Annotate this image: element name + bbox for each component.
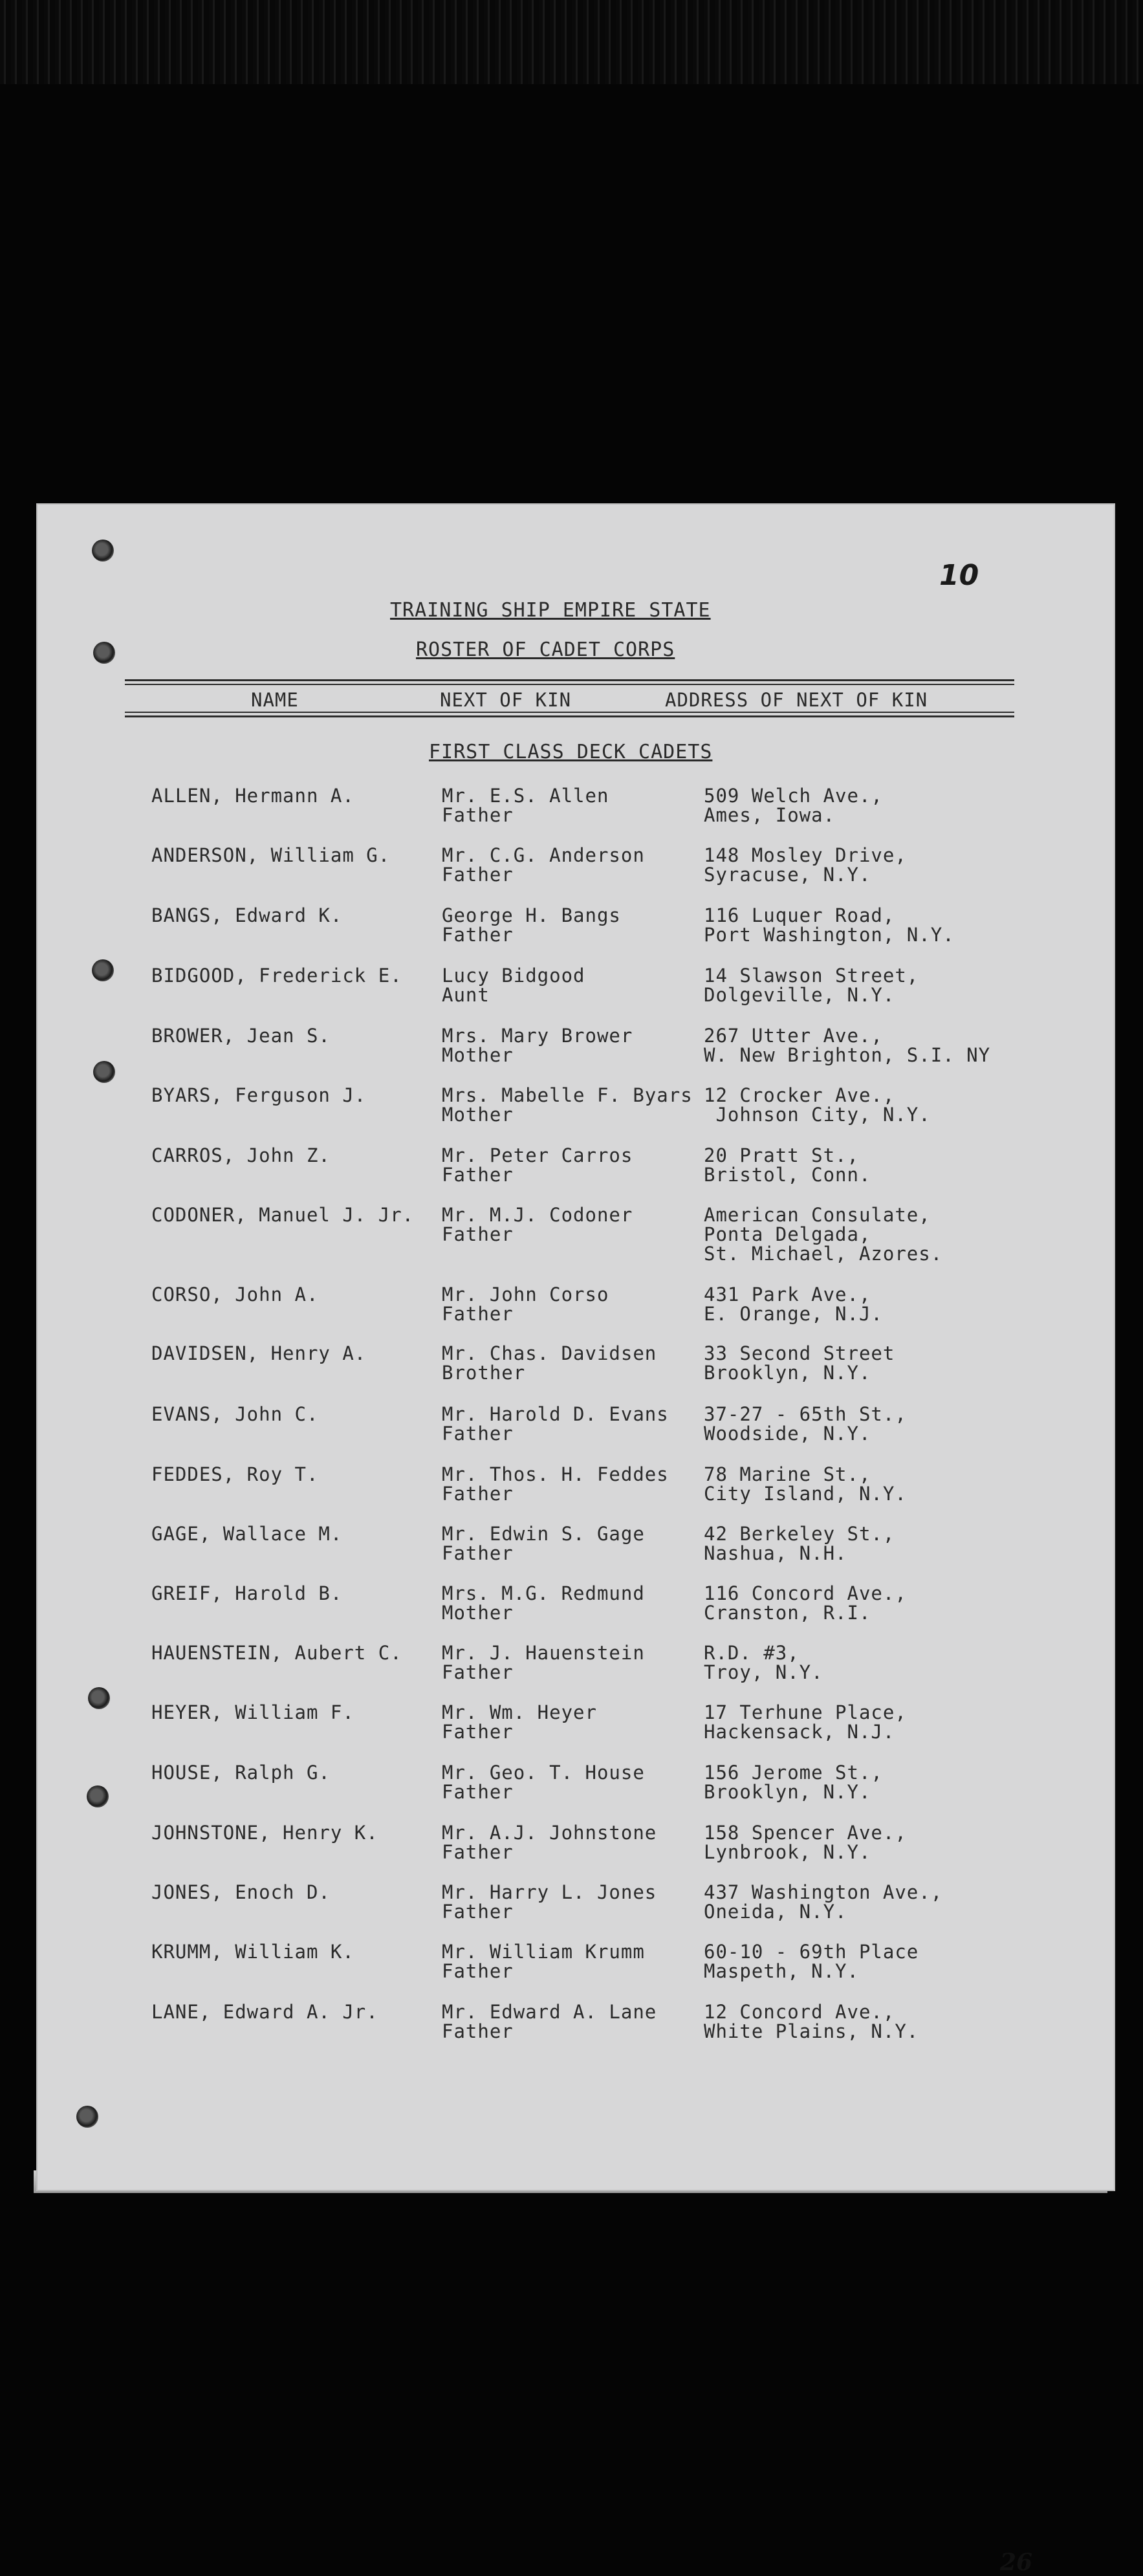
roster-row xyxy=(38,1703,1114,1761)
cadet-name: FEDDES, Roy T. xyxy=(151,1463,319,1485)
handwritten-mark: 26 xyxy=(1000,2549,1033,2576)
kin-address: 431 Park Ave., E. Orange, N.J. xyxy=(704,1283,883,1325)
cadet-name: LANE, Edward A. Jr. xyxy=(151,2001,378,2023)
next-of-kin: Mrs. M.G. Redmund Mother xyxy=(442,1582,645,1624)
cadet-name: JONES, Enoch D. xyxy=(151,1881,331,1903)
next-of-kin: Mr. E.S. Allen Father xyxy=(442,785,609,826)
cadet-name: BANGS, Edward K. xyxy=(151,904,343,926)
roster-row xyxy=(38,1344,1114,1402)
cadet-name: CARROS, John Z. xyxy=(151,1144,331,1166)
cadet-name: CODONER, Manuel J. Jr. xyxy=(151,1204,415,1226)
cadet-name: JOHNSTONE, Henry K. xyxy=(151,1822,378,1844)
kin-address: 12 Concord Ave., White Plains, N.Y. xyxy=(704,2001,919,2042)
column-header-address: ADDRESS OF NEXT OF KIN xyxy=(665,689,928,711)
next-of-kin: Mr. John Corso Father xyxy=(442,1283,609,1325)
roster-row xyxy=(38,966,1114,1024)
kin-address: 509 Welch Ave., Ames, Iowa. xyxy=(704,785,883,826)
kin-address: 78 Marine St., City Island, N.Y. xyxy=(704,1463,907,1505)
next-of-kin: Mr. Wm. Heyer Father xyxy=(442,1701,597,1743)
kin-address: 148 Mosley Drive, Syracuse, N.Y. xyxy=(704,844,907,886)
page-number: 10 xyxy=(939,559,979,592)
next-of-kin: Lucy Bidgood Aunt xyxy=(442,965,585,1006)
kin-address: 14 Slawson Street, Dolgeville, N.Y. xyxy=(704,965,919,1006)
roster-row xyxy=(38,906,1114,964)
document-subtitle: ROSTER OF CADET CORPS xyxy=(416,639,675,661)
kin-address: 267 Utter Ave., W. New Brighton, S.I. NY xyxy=(704,1025,991,1066)
column-header-next-of-kin: NEXT OF KIN xyxy=(440,689,572,711)
roster-row xyxy=(38,2002,1114,2060)
roster-row xyxy=(38,1584,1114,1642)
kin-address: 42 Berkeley St., Nashua, N.H. xyxy=(704,1523,895,1564)
punch-hole xyxy=(92,540,114,562)
roster-row xyxy=(38,1643,1114,1701)
punch-hole xyxy=(76,2106,98,2128)
roster-row xyxy=(38,1942,1114,2000)
roster-row xyxy=(38,1026,1114,1084)
cadet-name: DAVIDSEN, Henry A. xyxy=(151,1342,367,1364)
kin-address: 437 Washington Ave., Oneida, N.Y. xyxy=(704,1881,943,1923)
document-title: TRAINING SHIP EMPIRE STATE xyxy=(390,599,711,622)
roster-row xyxy=(38,786,1114,844)
kin-address: R.D. #3, Troy, N.Y. xyxy=(704,1642,823,1683)
cadet-name: BYARS, Ferguson J. xyxy=(151,1084,367,1106)
header-rule-bottom-2 xyxy=(125,715,1014,717)
next-of-kin: Mr. M.J. Codoner Father xyxy=(442,1204,633,1245)
roster-row xyxy=(38,1086,1114,1144)
roster-row xyxy=(38,1146,1114,1204)
kin-address: 116 Luquer Road, Port Washington, N.Y. xyxy=(704,904,955,946)
kin-address: 60-10 - 69th Place Maspeth, N.Y. xyxy=(704,1941,919,1982)
kin-address: American Consulate, Ponta Delgada, St. Michael, Azores. xyxy=(704,1204,943,1265)
header-rule-top xyxy=(125,679,1014,681)
kin-address: 158 Spencer Ave., Lynbrook, N.Y. xyxy=(704,1822,907,1863)
document-page xyxy=(38,505,1114,2576)
next-of-kin: Mr. A.J. Johnstone Father xyxy=(442,1822,657,1863)
roster-row xyxy=(38,1205,1114,1263)
roster-row xyxy=(38,1404,1114,1463)
kin-address: 116 Concord Ave., Cranston, R.I. xyxy=(704,1582,907,1624)
kin-address: 17 Terhune Place, Hackensack, N.J. xyxy=(704,1701,907,1743)
cadet-name: HEYER, William F. xyxy=(151,1701,354,1723)
next-of-kin: Mrs. Mabelle F. Byars Mother xyxy=(442,1084,693,1126)
kin-address: 156 Jerome St., Brooklyn, N.Y. xyxy=(704,1762,883,1803)
kin-address: 12 Crocker Ave., Johnson City, N.Y. xyxy=(704,1084,931,1126)
header-rule-bottom xyxy=(125,712,1014,713)
scan-noise-band xyxy=(0,0,1143,84)
next-of-kin: Mr. Thos. H. Feddes Father xyxy=(442,1463,669,1505)
section-title: FIRST CLASS DECK CADETS xyxy=(429,741,713,763)
kin-address: 20 Pratt St., Bristol, Conn. xyxy=(704,1144,871,1186)
cadet-name: GAGE, Wallace M. xyxy=(151,1523,343,1545)
cadet-name: ALLEN, Hermann A. xyxy=(151,785,354,807)
roster-row xyxy=(38,1823,1114,1881)
next-of-kin: Mr. Peter Carros Father xyxy=(442,1144,633,1186)
cadet-name: HAUENSTEIN, Aubert C. xyxy=(151,1642,402,1664)
cadet-name: GREIF, Harold B. xyxy=(151,1582,343,1604)
roster-row xyxy=(38,1524,1114,1582)
column-header-name: NAME xyxy=(251,689,299,711)
next-of-kin: George H. Bangs Father xyxy=(442,904,621,946)
header-rule-top-2 xyxy=(125,684,1014,685)
next-of-kin: Mr. Harry L. Jones Father xyxy=(442,1881,657,1923)
roster-row xyxy=(38,1285,1114,1343)
next-of-kin: Mrs. Mary Brower Mother xyxy=(442,1025,633,1066)
cadet-name: BIDGOOD, Frederick E. xyxy=(151,965,402,987)
kin-address: 37-27 - 65th St., Woodside, N.Y. xyxy=(704,1403,907,1445)
next-of-kin: Mr. Harold D. Evans Father xyxy=(442,1403,669,1445)
next-of-kin: Mr. Chas. Davidsen Brother xyxy=(442,1342,657,1384)
next-of-kin: Mr. J. Hauenstein Father xyxy=(442,1642,645,1683)
kin-address: 33 Second Street Brooklyn, N.Y. xyxy=(704,1342,895,1384)
next-of-kin: Mr. Edwin S. Gage Father xyxy=(442,1523,645,1564)
cadet-name: EVANS, John C. xyxy=(151,1403,319,1425)
cadet-name: CORSO, John A. xyxy=(151,1283,319,1305)
next-of-kin: Mr. Geo. T. House Father xyxy=(442,1762,645,1803)
roster-row xyxy=(38,846,1114,904)
cadet-name: BROWER, Jean S. xyxy=(151,1025,331,1047)
roster-row xyxy=(38,1763,1114,1821)
cadet-name: HOUSE, Ralph G. xyxy=(151,1762,331,1784)
roster-row xyxy=(38,1883,1114,1941)
cadet-name: KRUMM, William K. xyxy=(151,1941,354,1963)
next-of-kin: Mr. Edward A. Lane Father xyxy=(442,2001,657,2042)
roster-row xyxy=(38,1465,1114,1523)
cadet-name: ANDERSON, William G. xyxy=(151,844,391,866)
next-of-kin: Mr. C.G. Anderson Father xyxy=(442,844,645,886)
next-of-kin: Mr. William Krumm Father xyxy=(442,1941,645,1982)
punch-hole xyxy=(93,642,115,664)
